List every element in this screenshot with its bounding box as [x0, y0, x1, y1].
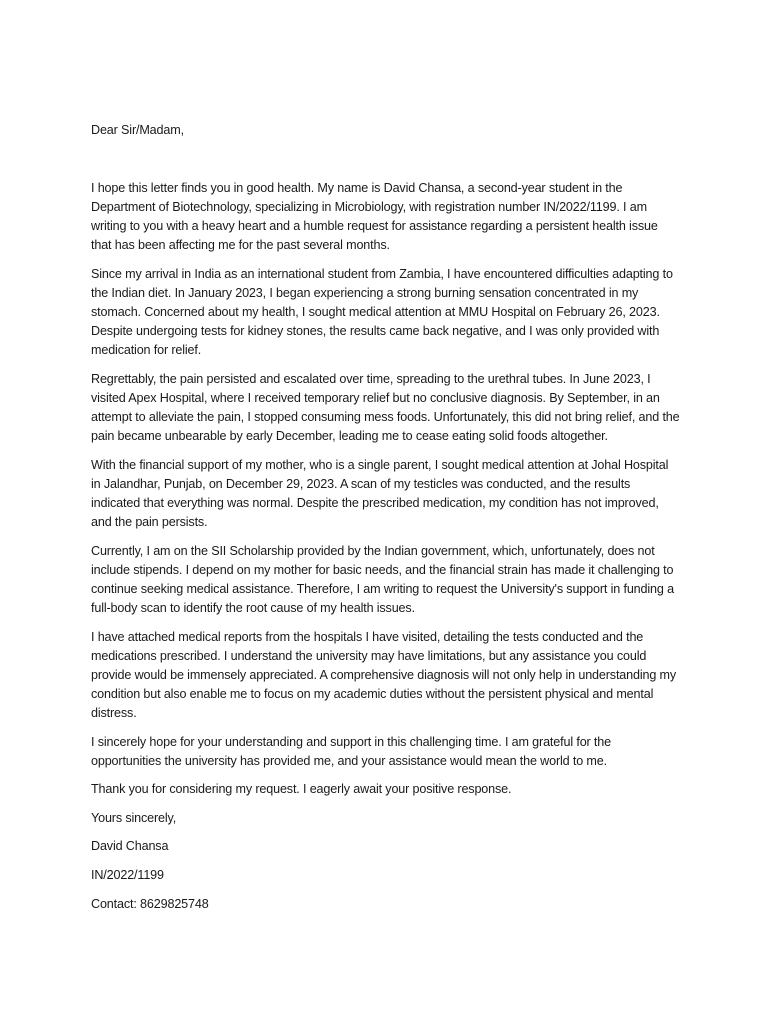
- paragraph-arrival-and-symptoms: Since my arrival in India as an international student from Zambia, I have encountered difficulties adapting to the Indian diet. In January 2023, I began experiencing a strong burning sensation concentrated in my stomach. Concerned about my health, I sought medical attention at MMU Hospital on February 26, 2023. Despite undergoing tests for kidney stones, the results came back negative, and I was only provided with medication for relief.: [91, 266, 673, 358]
- paragraph-attached-reports: I have attached medical reports from the hospitals I have visited, detailing the tests conducted and the medications prescribed. I understand the university may have limitations, but any assistance you could provide would be immensely appreciated. A comprehensive diagnosis will not only help in understanding my condition but also enable me to focus on my academic duties without the persistent physical and mental distress.: [91, 629, 677, 720]
- paragraph-pain-escalation: Regrettably, the pain persisted and escalated over time, spreading to the urethral tubes. In June 2023, I visited Apex Hospital, where I received temporary relief but no conclusive diagnosis. By September, in an attempt to alleviate the pain, I stopped consuming mess foods. Unfortunately, this did not bring relief, and the pain became unbearable by early December, leading me to cease eating solid foods altogether.: [91, 371, 680, 444]
- paragraph-gratitude: I sincerely hope for your understanding and support in this challenging time. I am grateful for the opportunities the university has provided me, and your assistance would mean the world to me.: [91, 734, 611, 768]
- closing: Yours sincerely,: [91, 810, 177, 825]
- registration-number: IN/2022/1199: [91, 868, 164, 882]
- paragraph-thank-you: Thank you for considering my request. I eagerly await your positive response.: [91, 782, 512, 797]
- paragraph-johal-hospital: With the financial support of my mother, who is a single parent, I sought medical attention at Johal Hospital in Jalandhar, Punjab, on December 29, 2023. A scan of my testicles was conducted, and the results indicated that everything was normal. Despite the prescribed medication, my condition has not improved, and the pain persists.: [91, 457, 669, 530]
- letter-body: [91, 121, 681, 923]
- paragraph-scholarship-request: Currently, I am on the SII Scholarship provided by the Indian government, which, unfortunately, does not include stipends. I depend on my mother for basic needs, and the financial strain has made it challenging to continue seeking medical assistance. Therefore, I am writing to request the University's support in funding a full-body scan to identify the root cause of my health issues.: [91, 543, 674, 615]
- paragraph-introduction: I hope this letter finds you in good health. My name is David Chansa, a second-year student in the Department of Biotechnology, specializing in Microbiology, with registration number IN/2022/1199. I am writing to you with a heavy heart and a humble request for assistance regarding a persistent health issue that has been affecting me for the past several months.: [91, 181, 658, 253]
- signer-name: David Chansa: [91, 839, 169, 854]
- contact-number: Contact: 8629825748: [91, 896, 209, 911]
- salutation: Dear Sir/Madam,: [91, 123, 184, 137]
